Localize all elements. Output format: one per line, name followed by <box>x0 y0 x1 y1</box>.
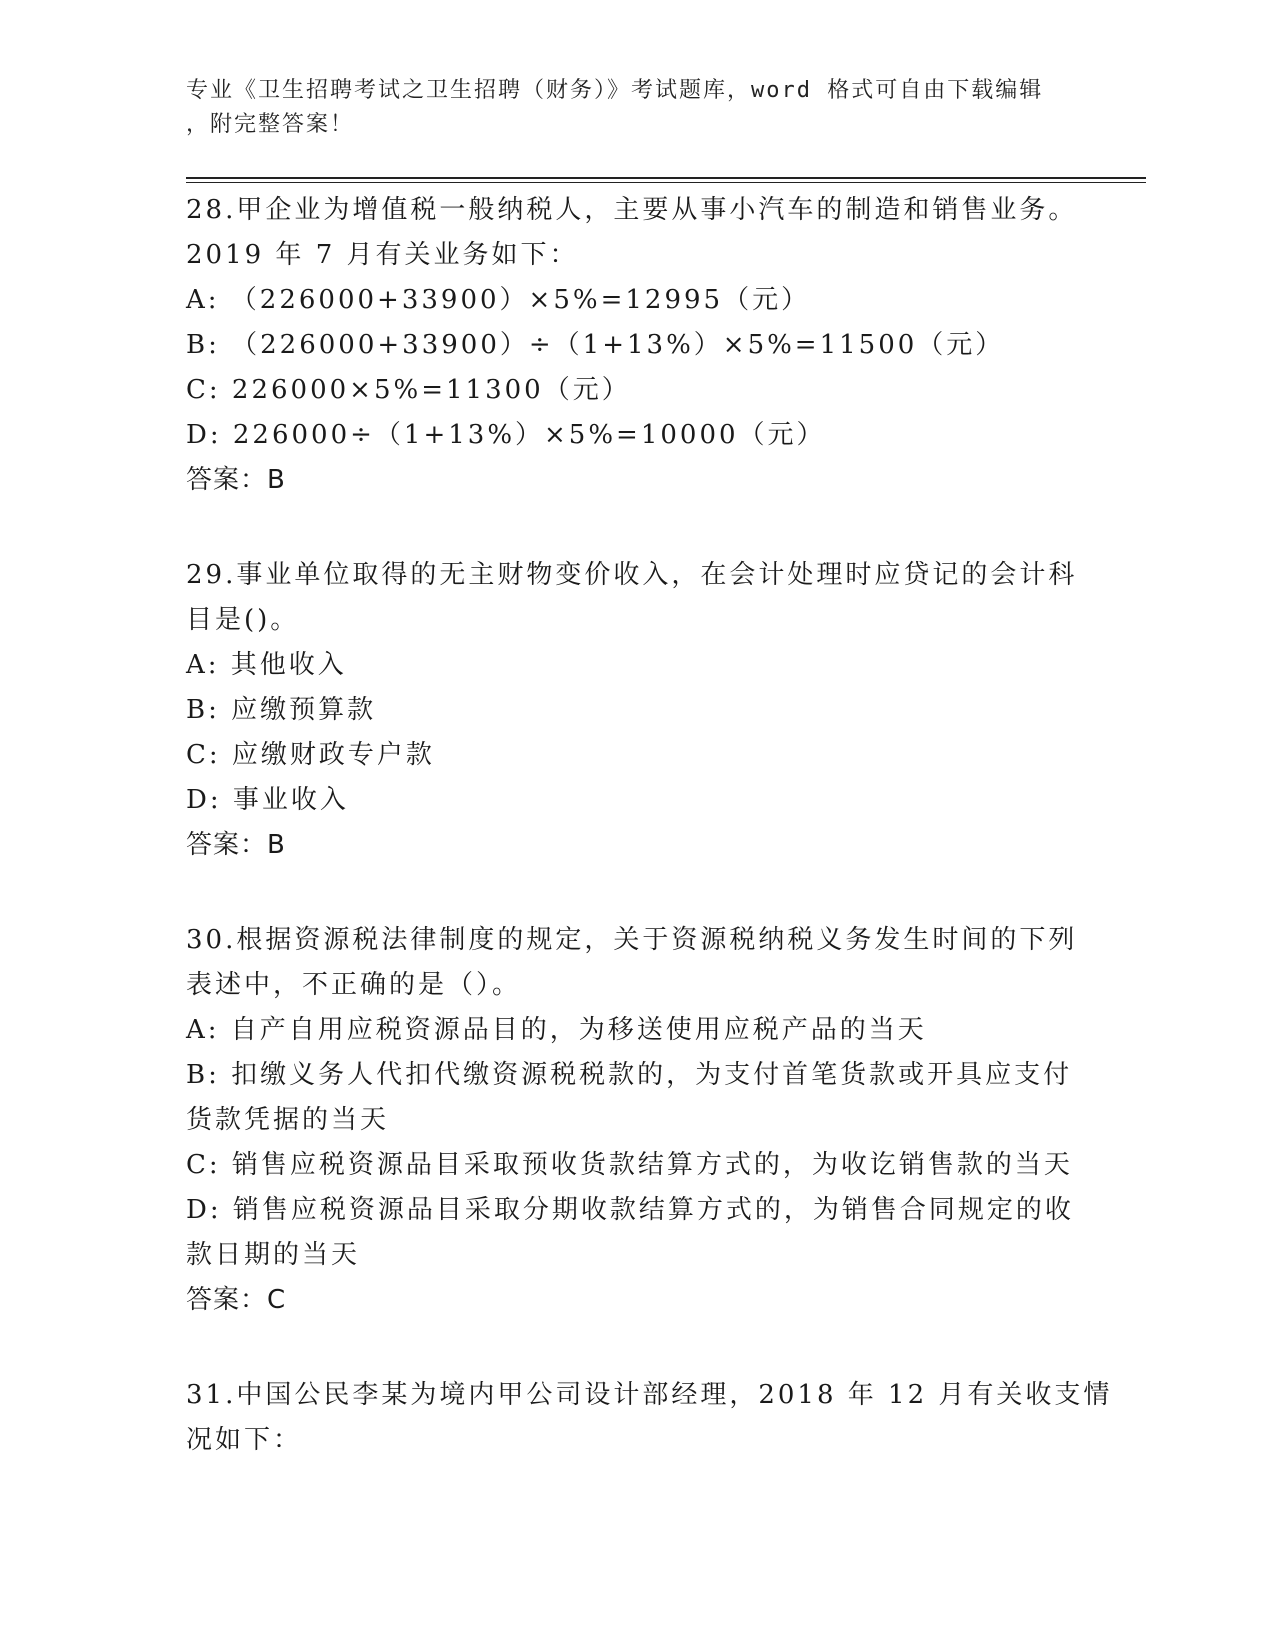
question-stem-line: 况如下： <box>186 1425 303 1455</box>
option-line: D: 销售应税资源品目采取分期收款结算方式的，为销售合同规定的收 <box>186 1195 1074 1225</box>
answer-line: 答案：C <box>186 1285 287 1315</box>
option-line: B: 应缴预算款 <box>186 695 377 725</box>
question-stem-line: 表述中，不正确的是（）。 <box>186 970 522 1000</box>
answer-line: 答案：B <box>186 830 286 860</box>
question-stem-line: 30.根据资源税法律制度的规定，关于资源税纳税义务发生时间的下列 <box>186 925 1078 955</box>
option-line: D: 事业收入 <box>186 785 349 815</box>
option-line: 货款凭据的当天 <box>186 1105 390 1135</box>
question-block <box>186 918 1086 1323</box>
header-line-1: 专业《卫生招聘考试之卫生招聘（财务）》考试题库，word 格式可自由下载编辑 <box>186 78 1044 103</box>
option-line: C: 应缴财政专户款 <box>186 740 435 770</box>
option-line: C: 226000×5%=11300（元） <box>186 375 631 405</box>
option-line: A: 自产自用应税资源品目的，为移送使用应税产品的当天 <box>186 1015 927 1045</box>
header-divider-thick <box>186 177 1146 179</box>
option-line: A: （226000+33900）×5%=12995（元） <box>186 285 811 315</box>
question-list <box>186 188 1113 1513</box>
question-stem-line: 29.事业单位取得的无主财物变价收入，在会计处理时应贷记的会计科 <box>186 560 1078 590</box>
header-line-2: ，附完整答案！ <box>186 112 355 137</box>
question-stem-line: 28.甲企业为增值税一般纳税人，主要从事小汽车的制造和销售业务。 <box>186 195 1078 225</box>
header-divider-thin <box>186 182 1146 183</box>
option-line: B: （226000+33900）÷（1+13%）×5%=11500（元） <box>186 330 1005 360</box>
question-stem-line: 2019 年 7 月有关业务如下： <box>186 240 579 270</box>
option-line: C: 销售应税资源品目采取预收货款结算方式的，为收讫销售款的当天 <box>186 1150 1073 1180</box>
question-block <box>186 1373 1113 1463</box>
option-line: A: 其他收入 <box>186 650 347 680</box>
document-header <box>186 74 1066 142</box>
question-stem-line: 目是()。 <box>186 605 300 635</box>
answer-line: 答案：B <box>186 465 286 495</box>
question-stem-line: 31.中国公民李某为境内甲公司设计部经理，2018 年 12 月有关收支情 <box>186 1380 1113 1410</box>
option-line: 款日期的当天 <box>186 1240 361 1270</box>
option-line: D: 226000÷（1+13%）×5%=10000（元） <box>186 420 826 450</box>
option-line: B: 扣缴义务人代扣代缴资源税税款的，为支付首笔货款或开具应支付 <box>186 1060 1073 1090</box>
question-block <box>186 553 1086 868</box>
question-block <box>186 188 1086 503</box>
